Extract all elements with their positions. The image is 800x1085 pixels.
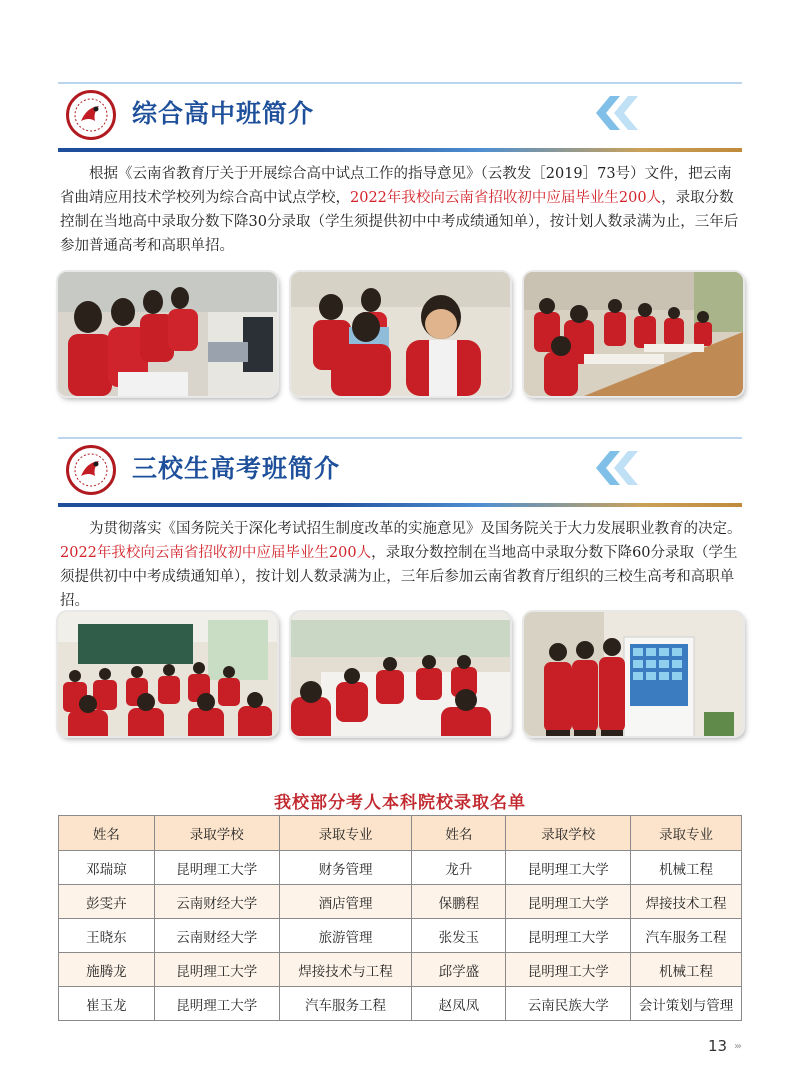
section2-paragraph	[60, 517, 744, 613]
double-chevron-left-icon	[588, 94, 648, 132]
admitted-school: 昆明理工大学	[506, 919, 631, 953]
header-major: 录取专业	[631, 816, 742, 851]
section2-title: 三校生高考班简介	[132, 454, 341, 483]
admitted-major: 旅游管理	[279, 919, 412, 953]
table-row	[59, 851, 742, 885]
admitted-school: 昆明理工大学	[506, 885, 631, 919]
section1-text-after: ，录取分数控制在当地高中录取分数下降30分录取（学生须提供初中中考成绩通知单），按计划人数录满为止，三年后参加普通高考和高职单招。	[60, 190, 739, 254]
student-name: 邱学盛	[412, 953, 506, 987]
student-reading-photo	[291, 272, 510, 396]
header-major: 录取专业	[279, 816, 412, 851]
section1-highlight: 2022年我校向云南省招收初中应届毕业生200人	[350, 190, 662, 206]
student-name: 王晓东	[59, 919, 155, 953]
admission-table-title: 我校部分考人本科院校录取名单	[274, 793, 526, 813]
admitted-major: 机械工程	[631, 953, 742, 987]
double-chevron-left-icon	[588, 449, 648, 487]
header-school: 录取学校	[154, 816, 279, 851]
section1-paragraph	[60, 162, 744, 258]
page-chevron-icon: ›››	[734, 1041, 740, 1052]
section2-text-before: 为贯彻落实《国务院关于深化考试招生制度改革的实施意见》及国务院关于大力发展职业教育的决定。	[89, 521, 742, 537]
admission-table	[58, 815, 742, 1021]
admitted-school: 云南财经大学	[154, 885, 279, 919]
table-row	[59, 953, 742, 987]
table-row	[59, 885, 742, 919]
student-name: 保鹏程	[412, 885, 506, 919]
header-color-bar	[58, 148, 742, 152]
student-name: 龙升	[412, 851, 506, 885]
student-name: 施腾龙	[59, 953, 155, 987]
section1-text-before: 根据《云南省教育厅关于开展综合高中试点工作的指导意见》（云教发［2019］73号）文件，把云南省曲靖应用技术学校列为综合高中试点学校，	[60, 166, 732, 206]
student-name: 崔玉龙	[59, 987, 155, 1021]
school-logo-icon	[66, 445, 116, 495]
touchscreen-kiosk-photo	[524, 612, 743, 736]
admitted-school: 昆明理工大学	[506, 953, 631, 987]
header-name: 姓名	[59, 816, 155, 851]
section1-header	[58, 82, 742, 152]
header-name: 姓名	[412, 816, 506, 851]
classroom-lecture-photo	[58, 612, 277, 736]
admitted-school: 昆明理工大学	[154, 953, 279, 987]
admitted-major: 汽车服务工程	[631, 919, 742, 953]
admitted-school: 昆明理工大学	[154, 851, 279, 885]
admitted-major: 会计策划与管理	[631, 987, 742, 1021]
section2-highlight: 2022年我校向云南省招收初中应届毕业生200人	[60, 545, 372, 561]
study-hall-photo	[524, 272, 743, 396]
table-header-row	[59, 816, 742, 851]
section2-text-after: ，录取分数控制在当地高中录取分数下降60分录取（学生须提供初中中考成绩通知单），按计划人数录满为止，三年后参加云南省教育厅组织的三校生高考和高职单招。	[60, 545, 738, 609]
admitted-major: 焊接技术工程	[631, 885, 742, 919]
admitted-school: 昆明理工大学	[154, 987, 279, 1021]
table-row	[59, 919, 742, 953]
header-color-bar	[58, 503, 742, 507]
table-row	[59, 987, 742, 1021]
admitted-major: 汽车服务工程	[279, 987, 412, 1021]
student-name: 张发玉	[412, 919, 506, 953]
admitted-school: 云南财经大学	[154, 919, 279, 953]
students-writing-photo	[291, 612, 510, 736]
admitted-major: 焊接技术与工程	[279, 953, 412, 987]
classroom-computer-photo	[58, 272, 277, 396]
student-name: 彭雯卉	[59, 885, 155, 919]
section1-title: 综合高中班简介	[132, 99, 315, 128]
header-school: 录取学校	[506, 816, 631, 851]
admitted-major: 财务管理	[279, 851, 412, 885]
page-number: 13	[708, 1037, 728, 1055]
admitted-school: 昆明理工大学	[506, 851, 631, 885]
admitted-school: 云南民族大学	[506, 987, 631, 1021]
section2-header	[58, 437, 742, 507]
school-logo-icon	[66, 90, 116, 140]
student-name: 邓瑞琼	[59, 851, 155, 885]
student-name: 赵凤凤	[412, 987, 506, 1021]
header-top-rule	[58, 437, 742, 439]
admitted-major: 酒店管理	[279, 885, 412, 919]
admitted-major: 机械工程	[631, 851, 742, 885]
header-top-rule	[58, 82, 742, 84]
